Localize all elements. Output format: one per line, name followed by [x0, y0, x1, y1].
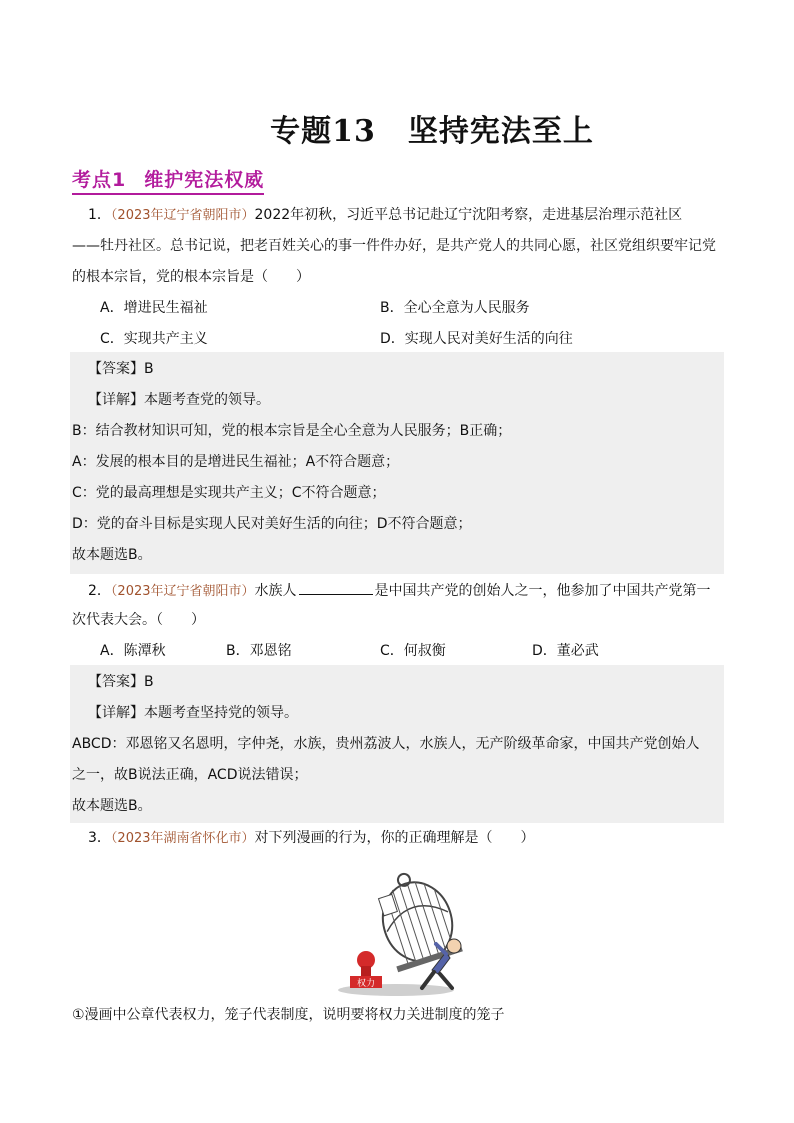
q1-analysis-d: D：党的奋斗目标是实现人民对美好生活的向往；D不符合题意； [72, 516, 472, 532]
q1-analysis-b: B：结合教材知识可知，党的根本宗旨是全心全意为人民服务；B正确； [72, 423, 512, 439]
q2-analysis-line-2: 之一，故B说法正确，ACD说法错误； [72, 767, 308, 783]
q2-answer: 【答案】B [88, 674, 154, 690]
q1-conclusion: 故本题选B。 [72, 547, 152, 563]
q1-option-d: D．实现人民对美好生活的向往 [380, 331, 573, 347]
q2-option-a: A．陈潭秋 [100, 643, 166, 659]
q2-option-d: D．董必武 [532, 643, 599, 659]
q1-answer: 【答案】B [88, 361, 154, 377]
section-heading: 考点1 维护宪法权威 [72, 165, 264, 195]
q3-line-1: 3．（2023年湖南省怀化市）对下列漫画的行为，你的正确理解是（ ） [88, 830, 535, 846]
page-title: 专题13 坚持宪法至上 [270, 114, 594, 149]
q1-option-a: A．增进民生福祉 [100, 300, 208, 316]
q2-line-1: 2．（2023年辽宁省朝阳市）水族人 是中国共产党的创始人之一，他参加了中国共产党第一 [88, 580, 711, 602]
q2-blank [299, 580, 373, 595]
q1-detail: 【详解】本题考查党的领导。 [88, 392, 270, 408]
q2-conclusion: 故本题选B。 [72, 798, 152, 814]
q1-line-1: 1．（2023年辽宁省朝阳市）2022年初秋，习近平总书记赴辽宁沈阳考察，走进基层治理示范社区 [88, 207, 683, 223]
q1-option-b: B．全心全意为人民服务 [380, 300, 530, 316]
q2-analysis-line-1: ABCD：邓恩铭又名恩明，字仲尧，水族，贵州荔波人，水族人，无产阶级革命家，中国共产党创始人 [72, 736, 700, 752]
q1-line-3: 的根本宗旨，党的根本宗旨是（ ） [72, 269, 310, 285]
q2-line-2: 次代表大会。（ ） [72, 612, 205, 628]
q3-statement-1: ①漫画中公章代表权力，笼子代表制度，说明要将权力关进制度的笼子 [72, 1007, 505, 1023]
q2-option-c: C．何叔衡 [380, 643, 446, 659]
stamp-label: 权力 [356, 979, 376, 989]
q1-line-2: ——牡丹社区。总书记说，把老百姓关心的事一件件办好，是共产党人的共同心愿，社区党组织要牢记党 [72, 238, 716, 254]
q1-analysis-c: C：党的最高理想是实现共产主义；C不符合题意； [72, 485, 386, 501]
q2-option-b: B．邓恩铭 [226, 643, 292, 659]
q2-detail: 【详解】本题考查坚持党的领导。 [88, 705, 298, 721]
cartoon-image [336, 862, 472, 998]
red-stamp [350, 951, 382, 989]
q1-analysis-a: A：发展的根本目的是增进民生福祉；A不符合题意； [72, 454, 400, 470]
q1-option-c: C．实现共产主义 [100, 331, 208, 347]
